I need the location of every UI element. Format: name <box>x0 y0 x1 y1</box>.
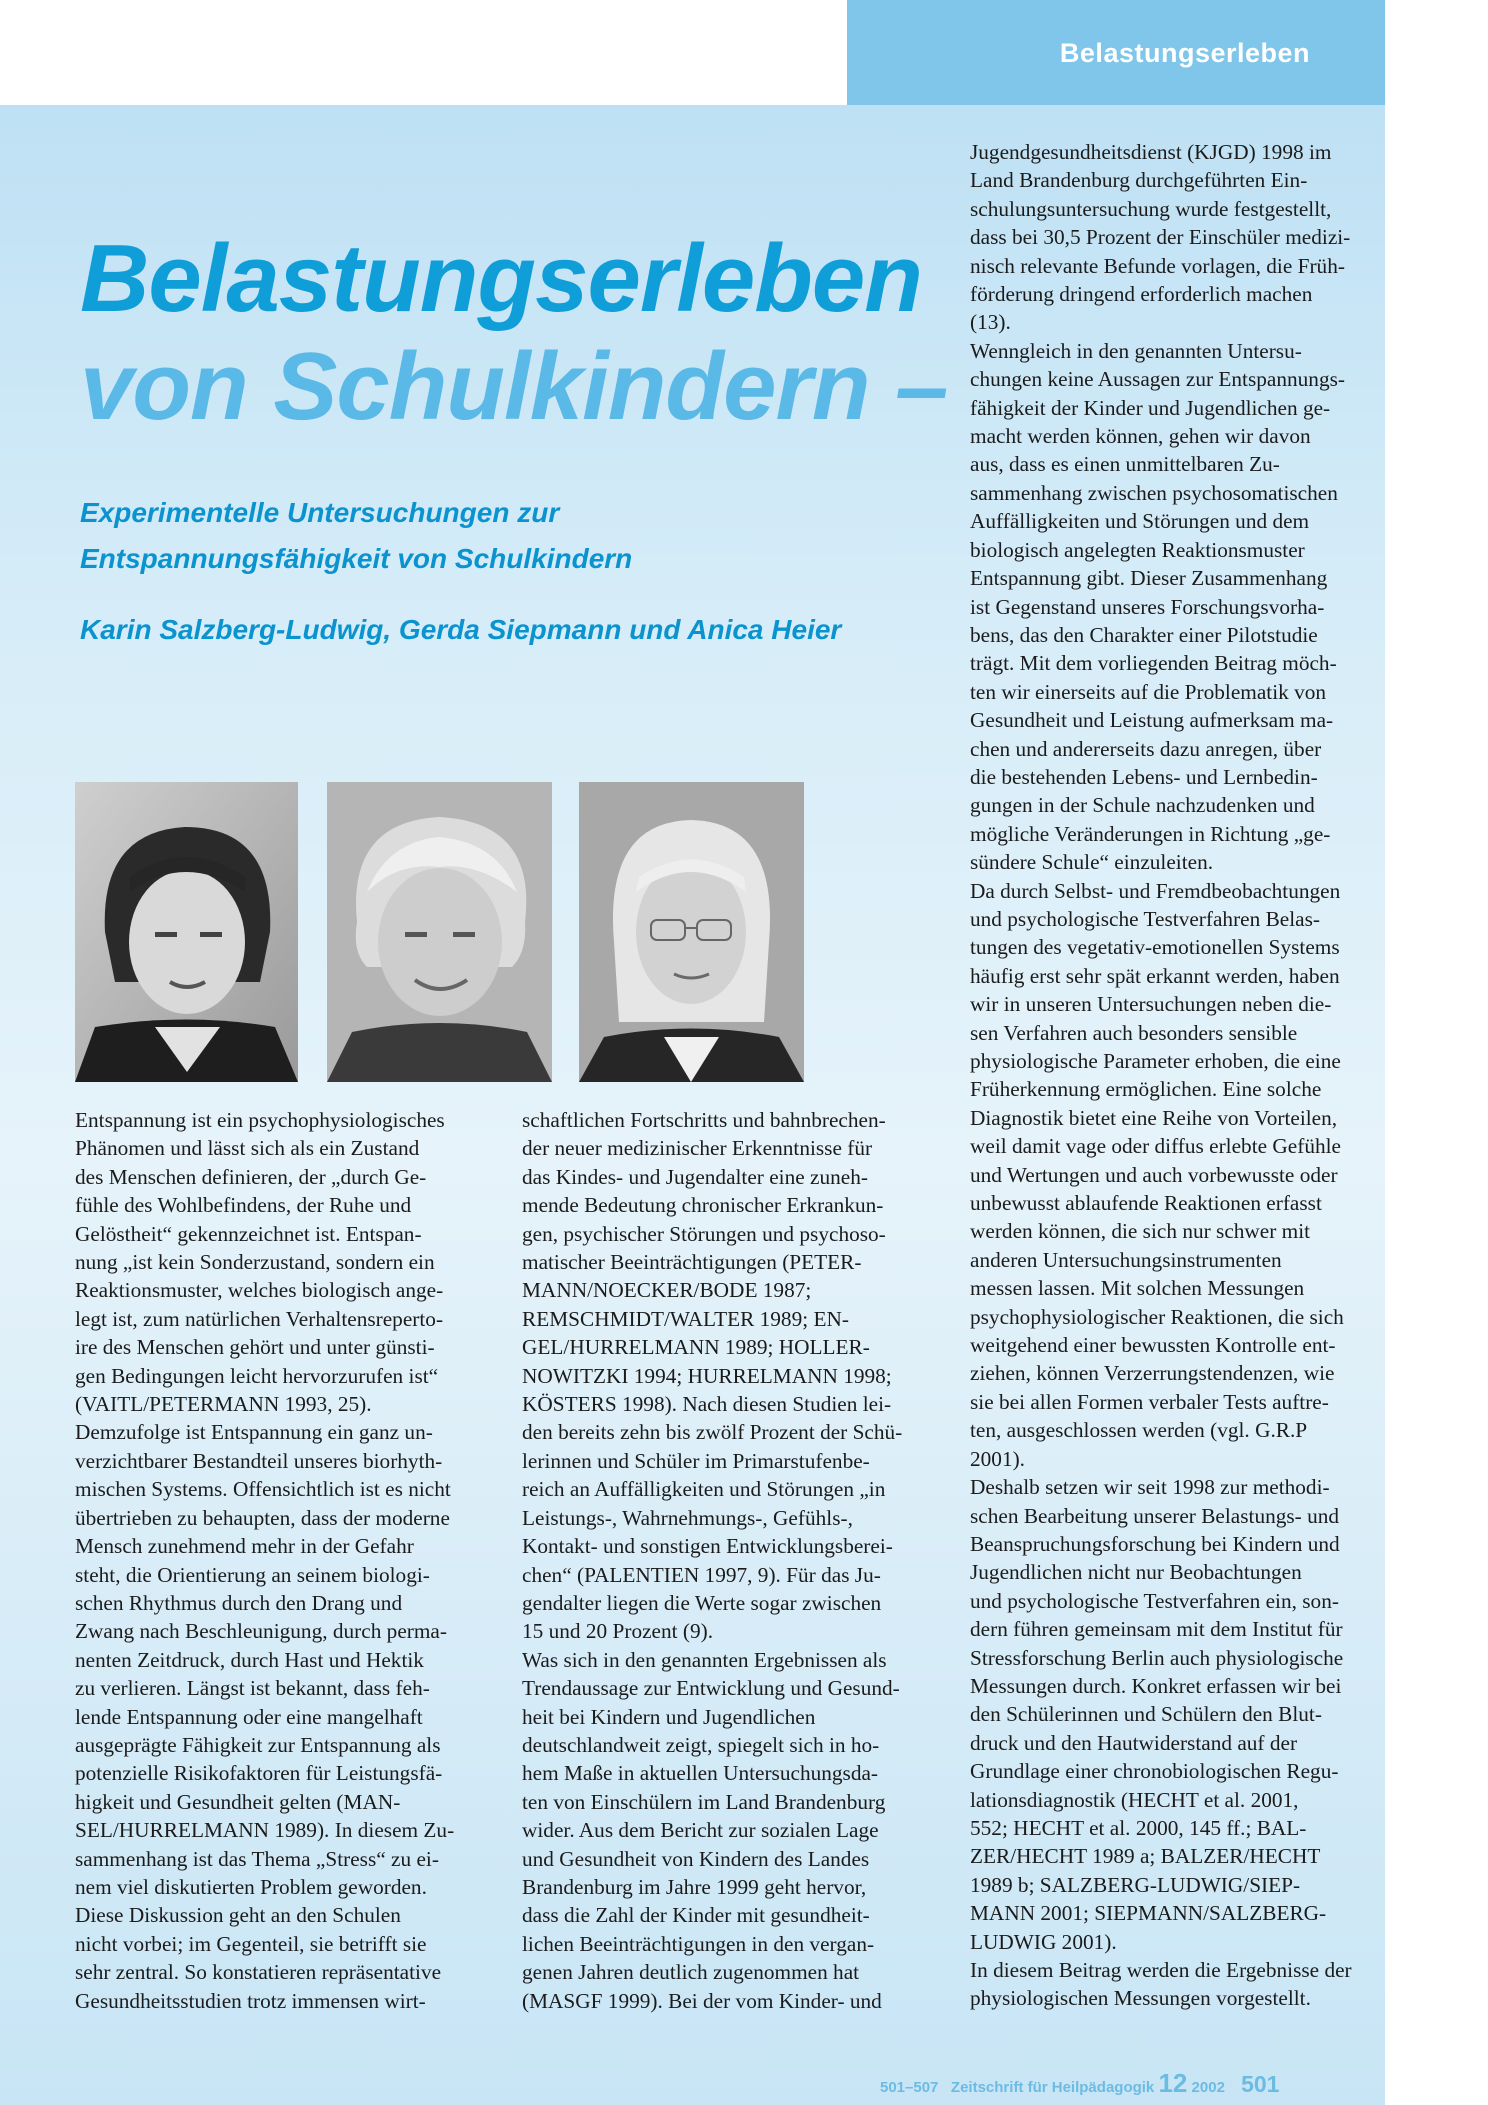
text-line: fähigkeit der Kinder und Jugendlichen ge- <box>970 395 1331 420</box>
text-line: Grundlage einer chronobiologischen Regu- <box>970 1759 1339 1784</box>
text-line: Jugendlichen nicht nur Beobachtungen <box>970 1560 1302 1585</box>
text-line: übertrieben zu behaupten, dass der moderne <box>75 1505 450 1530</box>
text-line: Gesundheit und Leistung aufmerksam ma- <box>970 708 1334 733</box>
text-line: Jugendgesundheitsdienst (KJGD) 1998 im <box>970 140 1332 164</box>
text-line: werden können, die sich nur schwer mit <box>970 1219 1311 1244</box>
text-line: ten von Einschülern im Land Brandenburg <box>522 1789 886 1814</box>
text-line: Gelöstheit“ gekennzeichnet ist. Entspan- <box>75 1221 422 1246</box>
text-line: nenten Zeitdruck, durch Hast und Hektik <box>75 1647 424 1672</box>
text-line: sammenhang zwischen psychosomatischen <box>970 480 1338 505</box>
text-line: gen, psychischer Störungen und psychoso- <box>522 1221 886 1246</box>
text-line: Phänomen und lässt sich als ein Zustand <box>75 1136 420 1161</box>
text-line: aus, dass es einen unmittelbaren Zu- <box>970 452 1280 477</box>
text-line: förderung dringend erforderlich machen <box>970 282 1313 307</box>
text-line: druck und den Hautwiderstand auf der <box>970 1730 1298 1755</box>
subtitle-line-2: Entspannungsfähigkeit von Schulkindern <box>80 543 633 574</box>
text-line: wider. Aus dem Bericht zur sozialen Lage <box>522 1818 879 1843</box>
text-line: weil damit vage oder diffus erlebte Gefühle <box>970 1134 1341 1159</box>
text-line: mende Bedeutung chronischer Erkrankun- <box>522 1193 884 1218</box>
text-line: GEL/HURRELMANN 1989; HOLLER- <box>522 1335 870 1360</box>
text-line: KÖSTERS 1998). Nach diesen Studien lei- <box>522 1392 892 1417</box>
text-line: hem Maße in aktuellen Untersuchungsda- <box>522 1761 879 1786</box>
text-line: den Schülerinnen und Schülern den Blut- <box>970 1702 1322 1727</box>
text-line: ist Gegenstand unseres Forschungsvorha- <box>970 594 1325 619</box>
title-line-2: von Schulkindern – <box>80 333 948 440</box>
right-margin-strip <box>1385 0 1488 2105</box>
section-tab <box>847 0 1385 105</box>
text-line: MANN 2001; SIEPMANN/SALZBERG- <box>970 1901 1327 1926</box>
text-line: steht, die Orientierung an seinem biologi- <box>75 1562 430 1587</box>
article-subtitle <box>80 490 632 582</box>
text-line: tungen des vegetativ-emotionellen Systems <box>970 935 1340 960</box>
text-line: schen Bearbeitung unserer Belastungs- und <box>970 1503 1340 1528</box>
text-column-2 <box>522 1106 902 2015</box>
text-line: psychophysiologischer Reaktionen, die sich <box>970 1304 1344 1329</box>
section-tab-label: Belastungserleben <box>1059 38 1310 68</box>
text-column-3 <box>970 138 1352 2013</box>
text-line: den bereits zehn bis zwölf Prozent der Schü- <box>522 1420 903 1445</box>
text-line: gungen in der Schule nachzudenken und <box>970 793 1315 818</box>
text-line: 2001). <box>970 1446 1026 1471</box>
text-line: zu verlieren. Längst ist bekannt, dass feh- <box>75 1676 430 1701</box>
text-line: sie bei allen Formen verbaler Tests auftre- <box>970 1389 1329 1414</box>
text-line: nicht vorbei; im Gegenteil, sie betrifft sie <box>75 1931 427 1956</box>
text-line: LUDWIG 2001). <box>970 1929 1117 1954</box>
article-title <box>80 225 948 441</box>
author-photo-2 <box>327 782 552 1082</box>
text-line: NOWITZKI 1994; HURRELMANN 1998; <box>522 1363 892 1388</box>
text-line: In diesem Beitrag werden die Ergebnisse der <box>970 1958 1352 1982</box>
text-line: heit bei Kindern und Jugendlichen <box>522 1704 816 1729</box>
text-line: macht werden können, gehen wir davon <box>970 424 1311 449</box>
text-line: dern führen gemeinsam mit dem Institut für <box>970 1617 1343 1642</box>
text-line: legt ist, zum natürlichen Verhaltensreperto- <box>75 1306 444 1331</box>
text-line: gendalter liegen die Werte sogar zwischen <box>522 1590 882 1615</box>
text-line: ziehen, können Verzerrungstendenzen, wie <box>970 1361 1335 1386</box>
text-line: Auffälligkeiten und Störungen und dem <box>970 509 1310 534</box>
author-photo-3 <box>579 782 804 1082</box>
text-line: sammenhang ist das Thema „Stress“ zu ei- <box>75 1846 439 1871</box>
text-line: das Kindes- und Jugendalter eine zuneh- <box>522 1164 868 1189</box>
text-line: Was sich in den genannten Ergebnissen als <box>522 1647 887 1672</box>
text-line: potenzielle Risikofaktoren für Leistungsfä- <box>75 1761 443 1786</box>
text-line: (VAITL/PETERMANN 1993, 25). <box>75 1392 372 1417</box>
text-line: biologisch angelegten Reaktionsmuster <box>970 537 1305 562</box>
text-line: Leistungs-, Wahrnehmungs-, Gefühls-, <box>522 1505 853 1530</box>
footer-journal: Zeitschrift für Heilpädagogik <box>950 2079 1155 2096</box>
text-line: schaftlichen Fortschritts und bahnbrechen- <box>522 1108 886 1132</box>
text-line: Entspannung gibt. Dieser Zusammenhang <box>970 566 1328 591</box>
text-line: und Gesundheit von Kindern des Landes <box>522 1846 870 1871</box>
text-line: nisch relevante Befunde vorlagen, die Früh- <box>970 253 1345 278</box>
text-line: 1989 b; SALZBERG-LUDWIG/SIEP- <box>970 1872 1301 1897</box>
text-line: dass die Zahl der Kinder mit gesundheit- <box>522 1903 870 1928</box>
text-line: und psychologische Testverfahren ein, son- <box>970 1588 1339 1613</box>
text-line: dass bei 30,5 Prozent der Einschüler medizi- <box>970 225 1351 250</box>
text-line: häufig erst sehr spät erkannt werden, haben <box>970 963 1340 988</box>
text-line: lichen Beeinträchtigungen in den vergan- <box>522 1931 875 1956</box>
text-line: Zwang nach Beschleunigung, durch perma- <box>75 1619 447 1644</box>
title-line-1: Belastungserleben <box>80 225 922 332</box>
text-line: Wenngleich in den genannten Untersu- <box>970 338 1302 363</box>
text-line: Trendaussage zur Entwicklung und Gesund- <box>522 1676 900 1701</box>
text-line: MANN/NOECKER/BODE 1987; <box>522 1278 812 1303</box>
text-line: sündere Schule“ einzuleiten. <box>970 850 1214 875</box>
text-line: Kontakt- und sonstigen Entwicklungsberei- <box>522 1534 893 1559</box>
text-line: Stressforschung Berlin auch physiologische <box>970 1645 1344 1670</box>
text-line: der neuer medizinischer Erkenntnisse für <box>522 1136 873 1161</box>
text-line: schulungsuntersuchung wurde festgestellt, <box>970 196 1332 221</box>
text-line: fühle des Wohlbefindens, der Ruhe und <box>75 1193 412 1218</box>
article-authors: Karin Salzberg-Ludwig, Gerda Siepmann und Anica Heier <box>80 614 842 645</box>
author-photo-1 <box>75 782 298 1082</box>
text-line: bens, das den Charakter einer Pilotstudie <box>970 622 1318 647</box>
text-line: ausgeprägte Fähigkeit zur Entspannung als <box>75 1732 441 1757</box>
text-line: deutschlandweit zeigt, spiegelt sich in ho- <box>522 1732 880 1757</box>
text-line: higkeit und Gesundheit gelten (MAN- <box>75 1789 401 1814</box>
text-line: Messungen durch. Konkret erfassen wir bei <box>970 1673 1342 1698</box>
text-line: und psychologische Testverfahren Belas- <box>970 906 1321 931</box>
text-line: Gesundheitsstudien trotz immensen wirt- <box>75 1988 426 2013</box>
text-line: wir in unseren Untersuchungen neben die- <box>970 992 1332 1017</box>
footer-page-range: 501–507 <box>880 2079 939 2096</box>
text-line: sehr zentral. So konstatieren repräsentative <box>75 1960 442 1985</box>
text-line: trägt. Mit dem vorliegenden Beitrag möch- <box>970 651 1337 676</box>
text-line: Diagnostik bietet eine Reihe von Vorteilen, <box>970 1105 1338 1130</box>
text-line: anderen Untersuchungsinstrumenten <box>970 1247 1282 1272</box>
text-line: sen Verfahren auch besonders sensible <box>970 1020 1298 1045</box>
text-line: Deshalb setzen wir seit 1998 zur methodi- <box>970 1475 1330 1500</box>
text-line: Brandenburg im Jahre 1999 geht hervor, <box>522 1874 867 1899</box>
text-line: ire des Menschen gehört und unter günsti- <box>75 1335 435 1360</box>
text-line: SEL/HURRELMANN 1989). In diesem Zu- <box>75 1818 455 1843</box>
text-line: chen und andererseits dazu anregen, über <box>970 736 1322 761</box>
text-line: physiologische Parameter erhoben, die eine <box>970 1049 1341 1073</box>
text-line: reich an Auffälligkeiten und Störungen „in <box>522 1477 886 1502</box>
text-line: Beanspruchungsforschung bei Kindern und <box>970 1531 1340 1556</box>
text-column-1 <box>75 1106 454 2015</box>
text-line: ten, ausgeschlossen werden (vgl. G.R.P <box>970 1418 1308 1443</box>
text-line: mögliche Veränderungen in Richtung „ge- <box>970 821 1331 846</box>
text-line: genen Jahren deutlich zugenommen hat <box>522 1960 860 1985</box>
text-line: nung „ist kein Sonderzustand, sondern ein <box>75 1250 435 1275</box>
footer-page-number: 501 <box>1241 2071 1280 2097</box>
text-line: chungen keine Aussagen zur Entspannungs- <box>970 367 1345 392</box>
text-line: unbewusst ablaufende Reaktionen erfasst <box>970 1191 1322 1216</box>
text-line: 15 und 20 Prozent (9). <box>522 1619 714 1644</box>
text-line: chen“ (PALENTIEN 1997, 9). Für das Ju- <box>522 1562 881 1587</box>
text-line: die bestehenden Lebens- und Lernbedin- <box>970 764 1318 789</box>
text-line: weitgehend einer bewussten Kontrolle ent- <box>970 1333 1336 1358</box>
text-line: (MASGF 1999). Bei der vom Kinder- und <box>522 1988 882 2013</box>
text-line: Land Brandenburg durchgeführten Ein- <box>970 168 1308 193</box>
text-line: verzichtbarer Bestandteil unseres biorhyth- <box>75 1448 443 1473</box>
text-line: nem viel diskutierten Problem geworden. <box>75 1874 427 1899</box>
subtitle-line-1: Experimentelle Untersuchungen zur <box>80 497 560 528</box>
footer-issue: 12 <box>1158 2068 1188 2098</box>
text-line: Früherkennung ermöglichen. Eine solche <box>970 1077 1322 1102</box>
text-line: gen Bedingungen leicht hervorzurufen ist“ <box>75 1363 439 1388</box>
text-line: lerinnen und Schüler im Primarstufenbe- <box>522 1448 870 1473</box>
text-line: Reaktionsmuster, welches biologisch ange- <box>75 1278 444 1303</box>
text-line: des Menschen definieren, der „durch Ge- <box>75 1164 427 1189</box>
text-line: messen lassen. Mit solchen Messungen <box>970 1276 1305 1301</box>
text-line: (13). <box>970 310 1011 335</box>
text-line: Mensch zunehmend mehr in der Gefahr <box>75 1534 414 1559</box>
text-line: ZER/HECHT 1989 a; BALZER/HECHT <box>970 1844 1321 1869</box>
text-line: Entspannung ist ein psychophysiologisches <box>75 1108 445 1132</box>
text-line: Da durch Selbst- und Fremdbeobachtungen <box>970 878 1341 903</box>
page-footer <box>880 2068 1279 2099</box>
text-line: Demzufolge ist Entspannung ein ganz un- <box>75 1420 433 1445</box>
text-line: matischer Beeinträchtigungen (PETER- <box>522 1250 862 1275</box>
text-line: 552; HECHT et al. 2000, 145 ff.; BAL- <box>970 1815 1307 1840</box>
header-white-band <box>0 0 847 105</box>
text-line: und Wertungen und auch vorbewusste oder <box>970 1162 1338 1187</box>
text-line: ten wir einerseits auf die Problematik von <box>970 679 1327 704</box>
text-line: lationsdiagnostik (HECHT et al. 2001, <box>970 1787 1299 1812</box>
text-line: physiologischen Messungen vorgestellt. <box>970 1986 1311 2011</box>
text-line: Diese Diskussion geht an den Schulen <box>75 1903 401 1928</box>
text-line: lende Entspannung oder eine mangelhaft <box>75 1704 423 1729</box>
text-line: schen Rhythmus durch den Drang und <box>75 1590 403 1615</box>
text-line: mischen Systems. Offensichtlich ist es nicht <box>75 1477 451 1502</box>
text-line: REMSCHMIDT/WALTER 1989; EN- <box>522 1306 849 1331</box>
footer-year: 2002 <box>1191 2079 1225 2096</box>
